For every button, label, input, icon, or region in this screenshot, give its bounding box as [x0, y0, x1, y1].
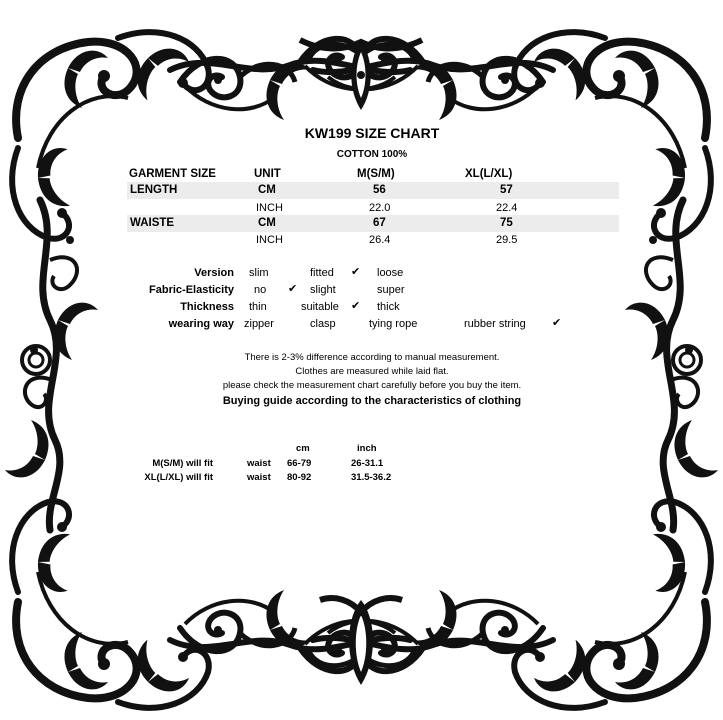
label-fabric-elasticity: Fabric-Elasticity: [149, 284, 234, 296]
fit-header-inch: inch: [357, 443, 377, 454]
row-label-length: LENGTH: [130, 184, 178, 196]
cell-length-unit-cm: CM: [258, 184, 276, 196]
version-option-slim: slim: [249, 267, 269, 279]
cell-length-xl-cm: 57: [500, 184, 513, 196]
cell-length-m-cm: 56: [373, 184, 386, 196]
fit-row-cm-xl: 80-92: [287, 472, 312, 483]
elasticity-option-no: no: [254, 284, 267, 296]
row-label-waist: WAISTE: [130, 217, 175, 229]
thickness-option-thick: thick: [377, 301, 400, 313]
fit-row-label-m: M(S/M) will fit: [152, 458, 213, 469]
label-thickness: Thickness: [180, 301, 234, 313]
elasticity-option-slight: slight: [310, 284, 336, 296]
fit-header-cm: cm: [296, 443, 310, 454]
cell-length-xl-inch: 22.4: [496, 202, 518, 214]
version-option-loose: loose: [377, 267, 404, 279]
note-line-3: please check the measurement chart carefully before you buy the item.: [222, 380, 522, 391]
cell-waist-m-inch: 26.4: [369, 234, 391, 246]
wearing-option-zipper: zipper: [244, 318, 274, 330]
cell-waist-unit-inch: INCH: [256, 234, 283, 246]
wearing-check-icon: ✔: [552, 317, 562, 329]
buying-guide-heading: Buying guide according to the characteristics of clothing: [222, 395, 522, 407]
label-wearing-way: wearing way: [168, 318, 234, 330]
wearing-option-clasp: clasp: [310, 318, 336, 330]
header-garment-size: GARMENT SIZE: [129, 168, 216, 180]
note-line-2: Clothes are measured while laid flat.: [295, 366, 449, 377]
version-option-fitted: fitted: [310, 267, 334, 279]
fit-row-label-xl: XL(L/XL) will fit: [144, 472, 213, 483]
elasticity-option-super: super: [377, 284, 405, 296]
thickness-option-suitable: suitable: [301, 301, 339, 313]
header-xl: XL(L/XL): [465, 168, 513, 180]
fit-row-part-xl: waist: [247, 472, 271, 483]
version-check-icon: ✔: [351, 266, 361, 278]
thickness-option-thin: thin: [249, 301, 267, 313]
header-unit: UNIT: [254, 168, 281, 180]
cell-waist-xl-cm: 75: [500, 217, 513, 229]
fit-row-inch-m: 26-31.1: [351, 458, 384, 469]
elasticity-check-icon: ✔: [288, 283, 298, 295]
wearing-option-rubber-string: rubber string: [464, 318, 526, 330]
cell-waist-xl-inch: 29.5: [496, 234, 518, 246]
header-m: M(S/M): [357, 168, 395, 180]
cell-length-m-inch: 22.0: [369, 202, 391, 214]
fit-row-inch-xl: 31.5-36.2: [351, 472, 392, 483]
cell-waist-unit-cm: CM: [258, 217, 276, 229]
note-line-1: There is 2-3% difference according to manual measurement.: [244, 352, 500, 363]
fit-row-cm-m: 66-79: [287, 458, 312, 469]
chart-title: KW199 SIZE CHART: [304, 125, 440, 141]
fit-row-part-m: waist: [247, 458, 271, 469]
chart-subtitle: COTTON 100%: [336, 149, 408, 160]
label-version: Version: [194, 267, 234, 279]
wearing-option-tying-rope: tying rope: [369, 318, 418, 330]
thickness-check-icon: ✔: [351, 300, 361, 312]
cell-waist-m-cm: 67: [373, 217, 386, 229]
cell-length-unit-inch: INCH: [256, 202, 283, 214]
